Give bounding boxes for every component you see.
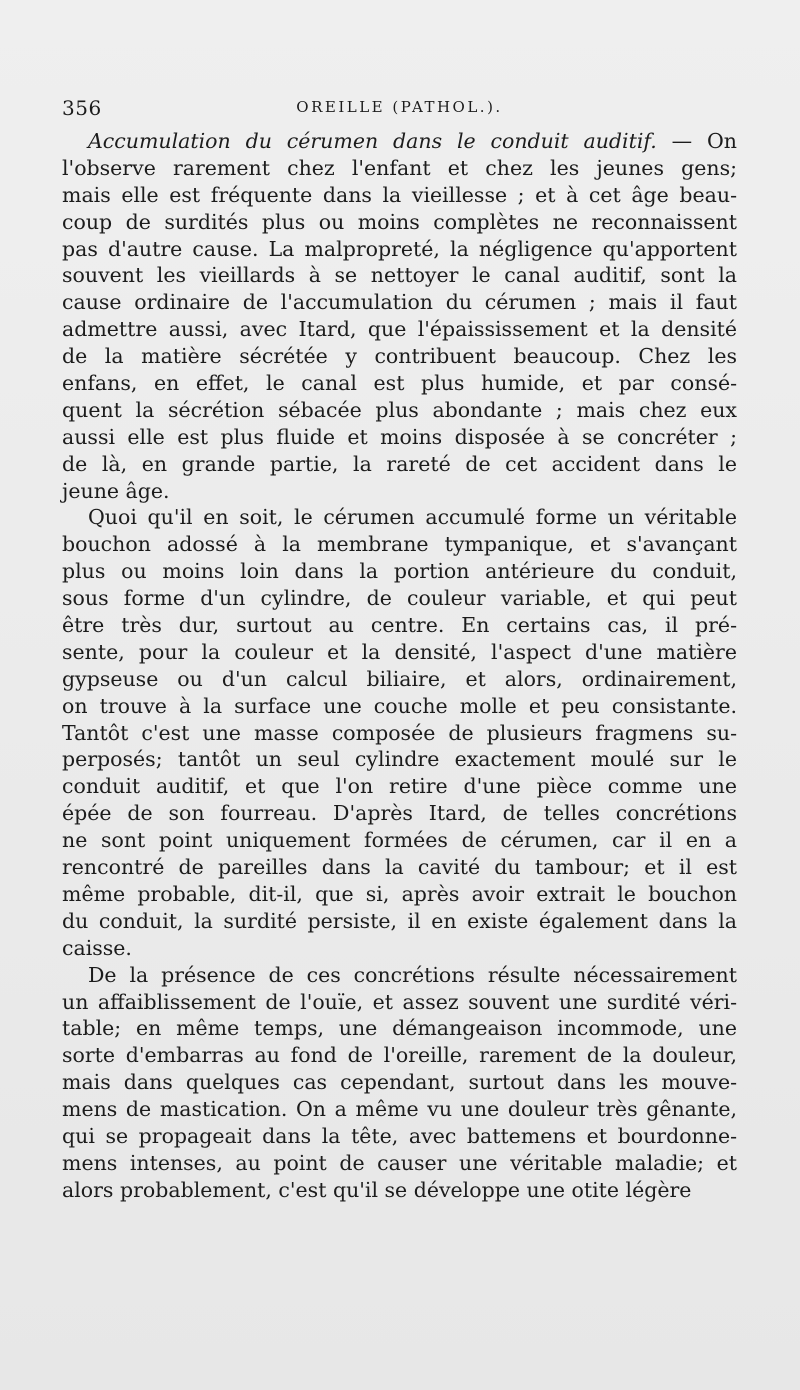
text-line: de la matière sécrétée y contribuent beaucoup. Chez les: [62, 344, 737, 369]
text-line: quent la sécrétion sébacée plus abondante ; mais chez eux: [62, 397, 737, 422]
running-head: OREILLE (PATHOL.).: [296, 98, 503, 116]
text-line: perposés; tantôt un seul cylindre exactement moulé sur le: [62, 747, 737, 772]
text-line: mens intenses, au point de causer une véritable maladie; et: [62, 1150, 737, 1175]
text-line: l'observe rarement chez l'enfant et chez les jeunes gens;: [62, 155, 737, 180]
text-line: du conduit, la surdité persiste, il en existe également dans la: [62, 908, 737, 933]
text-line: sous forme d'un cylindre, de couleur variable, et qui peut: [62, 586, 737, 611]
text-line: de là, en grande partie, la rareté de cet accident dans le: [62, 451, 737, 476]
text-line: qui se propageait dans la tête, avec battemens et bourdonne-: [62, 1123, 737, 1148]
page-header: [62, 96, 737, 126]
text-line: De la présence de ces concrétions résulte nécessairement: [88, 962, 737, 987]
text-line: épée de son fourreau. D'après Itard, de telles concrétions: [62, 801, 737, 826]
text-line: caisse.: [62, 935, 132, 960]
section-heading-rest: — On: [656, 129, 738, 153]
text-line: souvent les vieillards à se nettoyer le canal auditif, sont la: [62, 263, 737, 288]
text-line: même probable, dit-il, que si, après avoir extrait le bouchon: [62, 881, 737, 906]
page-number: 356: [62, 96, 102, 120]
text-line: table; en même temps, une démangeaison incommode, une: [62, 1016, 737, 1041]
text-line: [62, 128, 737, 155]
text-line: sente, pour la couleur et la densité, l'aspect d'une matière: [62, 639, 737, 664]
text-line: mais elle est fréquente dans la vieillesse ; et à cet âge beau-: [62, 182, 737, 207]
section-heading: Accumulation du cérumen dans le conduit auditif.: [88, 129, 657, 153]
text-line: sorte d'embarras au fond de l'oreille, rarement de la douleur,: [62, 1043, 737, 1068]
text-line: alors probablement, c'est qu'il se développe une otite légère: [62, 1177, 692, 1202]
text-line: aussi elle est plus fluide et moins disposée à se concréter ;: [62, 424, 737, 449]
paragraph: [62, 962, 737, 1204]
text-line: ne sont point uniquement formées de cérumen, car il en a: [62, 828, 737, 853]
text-line: gypseuse ou d'un calcul biliaire, et alors, ordinairement,: [62, 666, 737, 691]
body-text: [62, 128, 737, 1204]
text-line: mais dans quelques cas cependant, surtout dans les mouve-: [62, 1070, 737, 1095]
text-line: Tantôt c'est une masse composée de plusieurs fragmens su-: [62, 720, 737, 745]
text-line: Quoi qu'il en soit, le cérumen accumulé forme un véritable: [88, 505, 737, 530]
text-line: un affaiblissement de l'ouïe, et assez souvent une surdité véri-: [62, 989, 737, 1014]
text-line: admettre aussi, avec Itard, que l'épaississement et la densité: [62, 317, 737, 342]
paragraph: [62, 504, 737, 961]
text-line: cause ordinaire de l'accumulation du cérumen ; mais il faut: [62, 290, 737, 315]
text-line: conduit auditif, et que l'on retire d'une pièce comme une: [62, 774, 737, 799]
text-line: jeune âge.: [62, 478, 170, 503]
text-line: bouchon adossé à la membrane tympanique, et s'avançant: [62, 532, 737, 557]
text-line: plus ou moins loin dans la portion antérieure du conduit,: [62, 559, 737, 584]
text-line: mens de mastication. On a même vu une douleur très gênante,: [62, 1097, 737, 1122]
text-line: coup de surdités plus ou moins complètes ne reconnaissent: [62, 209, 737, 234]
text-line: on trouve à la surface une couche molle et peu consistante.: [62, 693, 737, 718]
text-line: être très dur, surtout au centre. En certains cas, il pré-: [62, 613, 737, 638]
text-line: pas d'autre cause. La malpropreté, la négligence qu'apportent: [62, 236, 737, 261]
paragraph: [62, 128, 737, 504]
text-line: rencontré de pareilles dans la cavité du tambour; et il est: [62, 855, 737, 880]
text-line: enfans, en effet, le canal est plus humide, et par consé-: [62, 371, 737, 396]
